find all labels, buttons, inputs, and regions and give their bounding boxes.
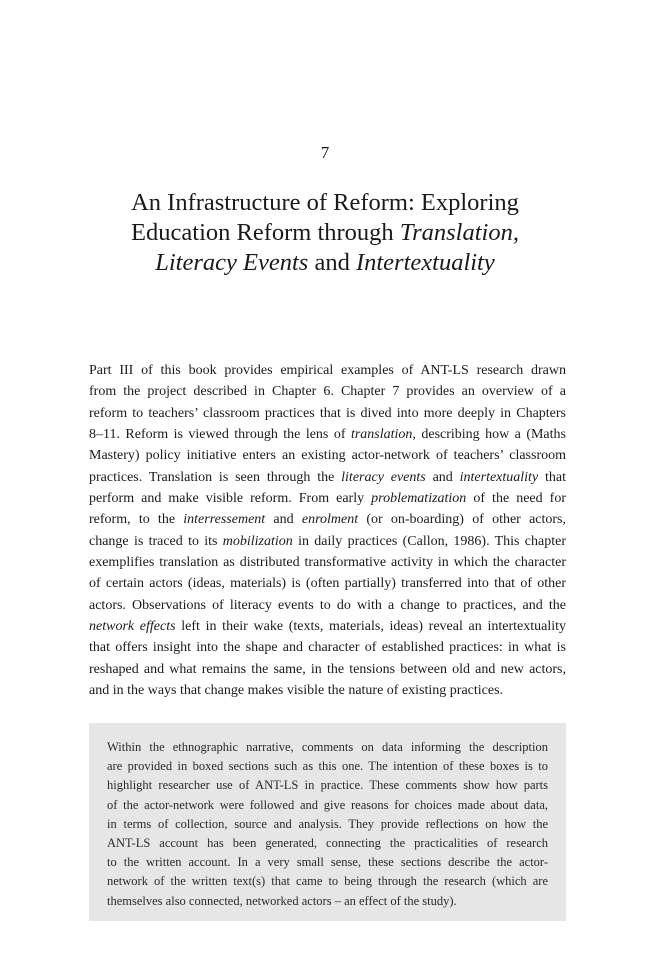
body-line: from the project described in Chapter 6. Chapter 7 provides an overview of a: [89, 384, 566, 400]
note-line: ANT-LS account has been generated, connecting the practicalities of research: [107, 835, 548, 850]
body-line: Part III of this book provides empirical examples of ANT-LS research drawn: [89, 363, 566, 378]
chapter-title-line: Literacy Events and Intertextuality: [155, 249, 495, 276]
note-line: themselves also connected, networked actors – an effect of the study).: [107, 893, 457, 908]
chapter-number: 7: [320, 143, 330, 162]
body-line: of certain actors (ideas, materials) is (often partially) transferred into that of other: [89, 576, 566, 592]
note-line: network of the written text(s) that came to being through the research (which are: [107, 874, 548, 889]
body-paragraph: [89, 360, 566, 702]
body-line: reshaped and what remains the same, in the tensions between old and new actors,: [89, 661, 566, 677]
note-line: are provided in boxed sections such as this one. The intention of these boxes is to: [107, 759, 548, 774]
chapter-title: [60, 188, 590, 278]
body-line: practices. Translation is seen through the literacy events and intertextuality that: [89, 469, 566, 485]
body-line: change is traced to its mobilization in daily practices (Callon, 1986). This chapter: [89, 533, 566, 549]
body-line: and in the ways that change makes visible the nature of existing practices.: [89, 683, 504, 699]
note-line: Within the ethnographic narrative, comments on data informing the description: [107, 740, 548, 754]
note-line: highlight researcher use of ANT-LS in practice. These comments show how parts: [107, 778, 548, 793]
body-line: perform and make visible reform. From early problematization of the need for: [89, 491, 566, 507]
note-line: in terms of collection, source and analysis. They provide reflections on how the: [107, 816, 548, 831]
chapter-title-line: Education Reform through Translation,: [131, 219, 519, 246]
note-line: to the written account. In a very small sense, these sections describe the actor-: [107, 855, 548, 870]
boxed-note: [89, 723, 566, 921]
body-line: Mastery) policy initiative enters an existing actor-network of teachers’ classroom: [89, 448, 566, 464]
body-line: network effects left in their wake (texts, materials, ideas) reveal an intertextuality: [89, 619, 566, 635]
body-line: that offers insight into the shape and character of established practices: in what is: [89, 640, 566, 656]
body-line: 8–11. Reform is viewed through the lens of translation, describing how a (Maths: [89, 427, 566, 443]
chapter-title-line: An Infrastructure of Reform: Exploring: [131, 189, 519, 216]
body-line: exemplifies translation as distributed transformative activity in which the character: [89, 555, 566, 571]
body-line: reform, to the interressement and enrolment (or on-boarding) of other actors,: [89, 512, 566, 528]
body-line: actors. Observations of literacy events to do with a change to practices, and the: [89, 597, 566, 613]
body-line: reform to teachers’ classroom practices that is dived into more deeply in Chapters: [89, 405, 566, 421]
note-line: of the actor-network were followed and give reasons for choices made about data,: [107, 797, 548, 812]
